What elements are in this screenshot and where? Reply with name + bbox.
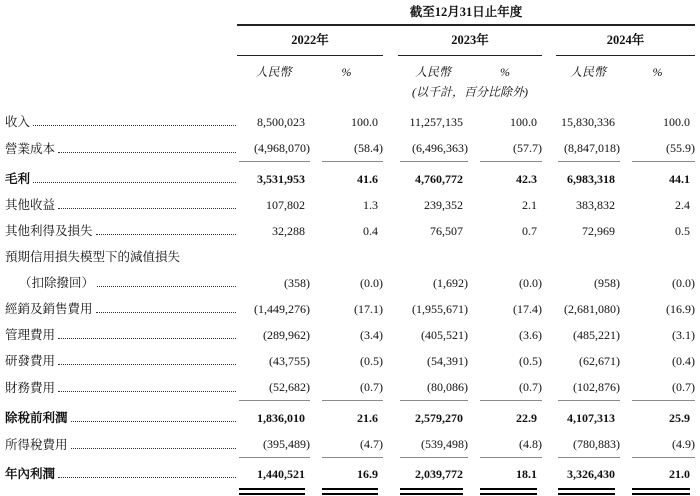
value-cell: (0.0) — [519, 276, 542, 290]
row-label-text: 毛利 — [5, 172, 31, 186]
value-cell: (539,498) — [400, 431, 468, 458]
table-row — [5, 218, 695, 244]
value-cell: (4.7) — [322, 431, 383, 458]
row-label — [5, 218, 237, 244]
value-cell: 32,288 — [272, 224, 305, 238]
value-cell: (2,681,080) — [564, 302, 620, 316]
row-label — [5, 166, 237, 192]
value-cell: (52,682) — [239, 374, 310, 401]
table-row — [5, 166, 695, 192]
row-label — [5, 348, 237, 374]
value-cell: 2.1 — [522, 198, 537, 212]
table-row — [5, 192, 695, 218]
double-rule-bar — [239, 488, 305, 495]
row-label — [5, 192, 237, 218]
value-cell: (0.0) — [672, 276, 695, 290]
value-cell: 0.7 — [522, 224, 537, 238]
row-label-text: 收入 — [5, 115, 31, 129]
value-cell: 72,969 — [582, 224, 615, 238]
value-cell: (958) — [594, 276, 620, 290]
table-header-years — [5, 33, 695, 56]
value-cell: 2,039,772 — [415, 467, 463, 481]
value-cell: 1,440,521 — [257, 467, 305, 481]
leader-dots — [96, 312, 236, 313]
table-row — [5, 462, 695, 486]
value-cell: 0.5 — [675, 224, 690, 238]
row-label — [5, 109, 237, 135]
table-row — [5, 374, 695, 401]
value-cell: 15,830,336 — [561, 115, 615, 129]
value-cell: (1,692) — [433, 276, 468, 290]
value-cell: 3,531,953 — [257, 172, 305, 186]
leader-dots — [33, 182, 236, 183]
value-cell: 100.0 — [510, 115, 537, 129]
value-cell: 239,352 — [424, 198, 463, 212]
row-label-text: 除稅前利潤 — [5, 411, 68, 425]
value-cell: (4.8) — [480, 431, 542, 458]
leader-dots — [96, 234, 236, 235]
value-cell: (16.9) — [666, 302, 695, 316]
value-cell: (54,391) — [427, 354, 468, 368]
value-cell: (102,876) — [558, 374, 620, 401]
row-label-text: 其他收益 — [5, 198, 56, 212]
value-cell: 0.4 — [363, 224, 378, 238]
leader-dots — [71, 421, 236, 422]
row-label — [5, 296, 237, 322]
table-row — [5, 135, 695, 162]
value-cell: (17.1) — [354, 302, 383, 316]
value-cell: (3.6) — [519, 328, 542, 342]
currency-header: 人民幣 — [255, 65, 292, 79]
row-label — [5, 462, 237, 486]
row-label-text: 經銷及銷售費用 — [5, 302, 93, 316]
table-row — [5, 348, 695, 374]
double-rule-bar — [632, 488, 690, 495]
value-cell: 21.0 — [669, 467, 690, 481]
value-cell: 4,760,772 — [415, 172, 463, 186]
leader-dots — [58, 391, 236, 392]
row-label — [5, 244, 237, 296]
table-header-columns — [5, 65, 695, 80]
currency-header: 人民幣 — [569, 65, 606, 79]
value-cell: 25.9 — [669, 411, 690, 425]
value-cell: 42.3 — [516, 172, 537, 186]
value-cell: 22.9 — [516, 411, 537, 425]
row-label-text: 所得稅費用 — [5, 438, 68, 452]
value-cell: 3,326,430 — [567, 467, 615, 481]
value-cell: 2,579,270 — [415, 411, 463, 425]
table-row — [5, 322, 695, 348]
leader-dots — [58, 364, 236, 365]
value-cell: (485,221) — [573, 328, 620, 342]
value-cell: (4.9) — [632, 431, 695, 458]
value-cell: (3.4) — [360, 328, 383, 342]
value-cell: (0.0) — [360, 276, 383, 290]
value-cell: (55.9) — [632, 135, 695, 162]
row-label-text: 預期信用損失模型下的減值損失 — [5, 250, 181, 264]
row-label-text: 營業成本 — [5, 142, 56, 156]
row-label-text: 管理費用 — [5, 328, 56, 342]
value-cell: (6,496,363) — [400, 135, 468, 162]
row-label — [5, 375, 237, 401]
value-cell: 11,257,135 — [409, 115, 463, 129]
table-row — [5, 109, 695, 135]
total-double-rule — [5, 488, 695, 495]
row-label-text: 研發費用 — [5, 354, 56, 368]
value-cell: (289,962) — [263, 328, 310, 342]
percent-header: % — [341, 65, 352, 79]
value-cell: 16.9 — [357, 467, 378, 481]
value-cell: (80,086) — [400, 374, 468, 401]
value-cell: (0.7) — [480, 374, 542, 401]
value-cell: 44.1 — [669, 172, 690, 186]
value-cell: (58.4) — [322, 135, 383, 162]
table-row — [5, 296, 695, 322]
table-row — [5, 431, 695, 458]
value-cell: 2.4 — [675, 198, 690, 212]
value-cell: (1,955,671) — [412, 302, 468, 316]
row-label — [5, 136, 237, 162]
value-cell: (0.4) — [672, 354, 695, 368]
leader-dots — [97, 286, 236, 287]
value-cell: 107,802 — [266, 198, 305, 212]
value-cell: (780,883) — [558, 431, 620, 458]
double-rule-bar — [480, 488, 537, 495]
value-cell: 4,107,313 — [567, 411, 615, 425]
value-cell: 100.0 — [351, 115, 378, 129]
value-cell: 18.1 — [516, 467, 537, 481]
year-header-2024: 2024年 — [556, 33, 695, 56]
table-body — [5, 109, 700, 495]
table-header-period — [5, 5, 695, 26]
row-label-text: 其他利得及損失 — [5, 224, 93, 238]
leader-dots — [58, 477, 236, 478]
value-cell: (0.5) — [519, 354, 542, 368]
value-cell: (1,449,276) — [254, 302, 310, 316]
leader-dots — [58, 152, 236, 153]
value-cell: 100.0 — [663, 115, 690, 129]
row-label — [5, 432, 237, 458]
double-rule-bar — [558, 488, 615, 495]
value-cell: (395,489) — [239, 431, 310, 458]
leader-dots — [58, 208, 236, 209]
row-label-text: 財務費用 — [5, 381, 56, 395]
value-cell: (0.7) — [632, 374, 695, 401]
value-cell: 8,500,023 — [257, 115, 305, 129]
value-cell: (43,755) — [269, 354, 310, 368]
value-cell: (17.4) — [513, 302, 542, 316]
row-label — [5, 322, 237, 348]
value-cell: 21.6 — [357, 411, 378, 425]
double-rule-bar — [322, 488, 378, 495]
row-label — [5, 405, 237, 431]
value-cell: (4,968,070) — [239, 135, 310, 162]
row-label-text: 年內利潤 — [5, 467, 56, 481]
leader-dots — [58, 338, 236, 339]
period-header: 截至12月31日止年度 — [237, 5, 695, 26]
value-cell: 41.6 — [357, 172, 378, 186]
value-cell: 76,507 — [430, 224, 463, 238]
value-cell: (405,521) — [421, 328, 468, 342]
leader-dots — [71, 448, 236, 449]
unit-note: (以千計，百分比除外) — [412, 85, 528, 99]
value-cell: 1.3 — [363, 198, 378, 212]
value-cell: (3.1) — [672, 328, 695, 342]
row-label-text: （扣除撥回） — [19, 276, 95, 290]
table-header-note — [5, 85, 695, 100]
value-cell: (57.7) — [480, 135, 542, 162]
percent-header: % — [500, 65, 510, 79]
value-cell: (358) — [284, 276, 310, 290]
leader-dots — [33, 125, 236, 126]
value-cell: (0.7) — [322, 374, 383, 401]
value-cell: 1,836,010 — [257, 411, 305, 425]
table-row — [5, 405, 695, 431]
table-row — [5, 244, 695, 296]
value-cell: (0.5) — [360, 354, 383, 368]
year-header-2022: 2022年 — [237, 33, 383, 56]
currency-header: 人民幣 — [414, 65, 451, 79]
year-header-2023: 2023年 — [398, 33, 542, 56]
double-rule-bar — [400, 488, 463, 495]
value-cell: 383,832 — [576, 198, 615, 212]
value-cell: 6,983,318 — [567, 172, 615, 186]
percent-header: % — [652, 65, 663, 79]
value-cell: (8,847,018) — [558, 135, 620, 162]
value-cell: (62,671) — [579, 354, 620, 368]
